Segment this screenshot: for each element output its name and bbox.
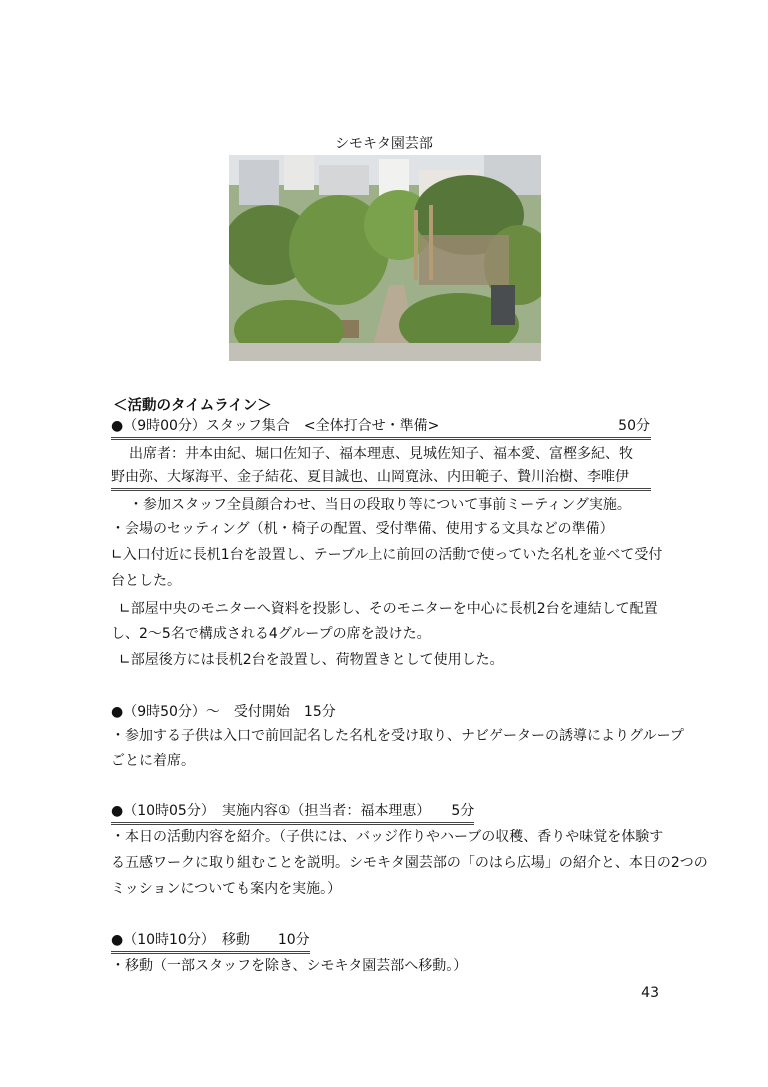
body-line: ・移動（一部スタッフを除き、シモキタ園芸部へ移動。） <box>111 958 468 974</box>
body-line: ・本日の活動内容を紹介。（子供には、バッジ作りやハーブの収穫、香りや味覚を体験す <box>111 829 664 845</box>
body-line: し、2～5名で構成される4グループの席を設けた。 <box>111 626 431 642</box>
body-line: ∟入口付近に長机1台を設置し、テーブル上に前回の活動で使っていた名札を並べて受付 <box>111 547 663 563</box>
photo-caption: シモキタ園芸部 <box>335 136 433 152</box>
garden-photo-illustration <box>229 155 541 361</box>
page-number: 43 <box>641 985 659 1001</box>
body-line: ミッションについても案内を実施。） <box>111 881 342 897</box>
body-line: ごとに着席。 <box>111 753 195 769</box>
block-title <box>111 416 651 440</box>
block-title-text: ●（9時00分）スタッフ集合 <全体打合せ・準備> <box>111 418 440 434</box>
garden-photo <box>229 155 541 361</box>
body-line: る五感ワークに取り組むことを説明。シモキタ園芸部の「のはら広場」の紹介と、本日の2つの <box>111 855 708 871</box>
block-title: ●（10時10分） 移動 10分 <box>111 930 310 954</box>
body-line: ∟部屋後方には長机2台を設置し、荷物置きとして使用した。 <box>119 652 504 668</box>
block-title: ●（9時50分）～ 受付開始 15分 <box>111 704 336 720</box>
attendees-line: 出席者：井本由紀、堀口佐知子、福本理恵、見城佐知子、福本愛、富樫多紀、牧 <box>129 446 633 462</box>
section-heading: ＜活動のタイムライン＞ <box>113 398 272 414</box>
body-line: ・参加する子供は入口で前回記名した名札を受け取り、ナビゲーターの誘導によりグループ <box>111 728 684 744</box>
block-duration: 50分 <box>618 418 650 434</box>
attendees-line: 野由弥、大塚海平、金子結花、夏目誠也、山岡寛泳、内田範子、贄川治樹、李唯伊 <box>111 467 651 491</box>
body-line: ・会場のセッティング（机・椅子の配置、受付準備、使用する文具などの準備） <box>111 521 614 537</box>
body-line: ∟部屋中央のモニターへ資料を投影し、そのモニターを中心に長机2台を連結して配置 <box>119 601 658 617</box>
body-line: 台とした。 <box>111 573 181 589</box>
block-title: ●（10時05分） 実施内容①（担当者：福本理恵） 5分 <box>111 801 474 825</box>
body-line: ・参加スタッフ全員顔合わせ、当日の段取り等について事前ミーティング実施。 <box>129 497 631 513</box>
